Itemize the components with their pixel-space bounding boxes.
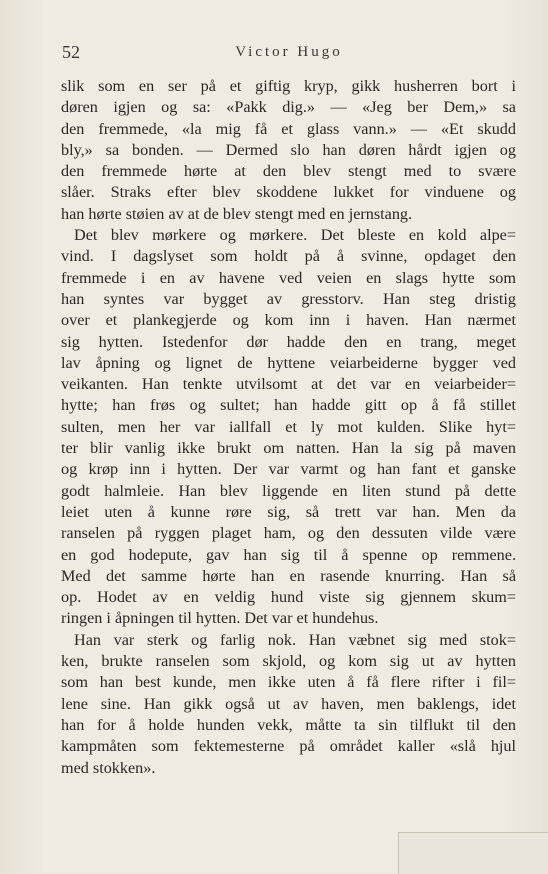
- text-line: med stokken».: [61, 758, 156, 777]
- text-line: som han best kunde, men ikke uten å få flere rifter i fil=: [61, 673, 516, 692]
- text-line: ranselen på ryggen plaget ham, og den dessuten vilde være: [61, 524, 516, 543]
- body-text: [61, 76, 516, 779]
- page-number: 52: [62, 42, 80, 62]
- text-line: ter blir vanlig ikke brukt om natten. Han la sig på maven: [61, 439, 516, 458]
- text-line: lene sine. Han gikk også ut av haven, men baklengs, idet: [61, 694, 516, 713]
- text-line: han hørte støien av at de blev stengt med en jernstang.: [61, 204, 413, 223]
- text-line: den fremmede, «la mig få et glass vann.» — «Et skudd: [61, 119, 516, 138]
- library-stamp-mark: [398, 832, 548, 874]
- text-line: døren igjen og sa: «Pakk dig.» — «Jeg ber Dem,» sa: [61, 98, 516, 117]
- text-line: ken, brukte ranselen som skjold, og kom sig ut av hytten: [61, 652, 516, 671]
- text-line: veikanten. Han tenkte utvilsomt at det var en veiarbeider=: [61, 375, 516, 394]
- text-line: kampmåten som fektemesterne på området kaller «slå hjul: [61, 737, 516, 756]
- text-line: den fremmede hørte at den blev stengt med to svære: [61, 162, 516, 181]
- text-line: Med det samme hørte han en rasende knurring. Han så: [61, 566, 516, 585]
- page-header: [62, 42, 516, 66]
- text-line: slåer. Straks efter blev skoddene lukket for vinduene og: [61, 183, 516, 202]
- text-line: lav åpning og lignet de hyttene veiarbeiderne bygger ved: [61, 353, 516, 372]
- text-line: ringen i åpningen til hytten. Det var et hundehus.: [61, 609, 379, 628]
- running-head: Victor Hugo: [235, 44, 343, 60]
- text-line: han for å holde hunden vekk, måtte ta sin tilflukt til den: [61, 715, 516, 734]
- text-line: han syntes var bygget av gresstorv. Han steg dristig: [61, 289, 516, 308]
- text-line: godt halmleie. Han blev liggende en liten stund på dette: [61, 481, 516, 500]
- text-line: og krøp inn i hytten. Der var varmt og han fant et ganske: [61, 460, 516, 479]
- text-line: slik som en ser på et giftig kryp, gikk husherren bort i: [61, 77, 516, 95]
- text-line: hytte; han frøs og sultet; han hadde gitt op å få stillet: [61, 396, 516, 415]
- text-line: op. Hodet av en veldig hund viste sig gjennem skum=: [61, 588, 516, 607]
- text-line: Det blev mørkere og mørkere. Det bleste en kold alpe=: [74, 226, 516, 245]
- text-line: bly,» sa bonden. — Dermed slo han døren hårdt igjen og: [61, 140, 516, 159]
- text-line: sulten, men her var iallfall et ly mot kulden. Slike hyt=: [61, 417, 516, 436]
- text-line: vind. I dagslyset som holdt på å svinne, opdaget den: [61, 247, 516, 266]
- text-line: over et plankegjerde og kom inn i haven. Han nærmet: [61, 311, 516, 330]
- text-line: sig hytten. Istedenfor dør hadde den en trang, meget: [61, 332, 516, 351]
- text-line: Han var sterk og farlig nok. Han væbnet sig med stok=: [74, 630, 516, 649]
- text-line: leiet uten å kunne røre sig, så trett var han. Men da: [61, 502, 516, 521]
- text-line: fremmede i en av havene ved veien en slags hytte som: [61, 268, 516, 287]
- text-line: en god hodepute, gav han sig til å spenne op remmene.: [61, 545, 516, 564]
